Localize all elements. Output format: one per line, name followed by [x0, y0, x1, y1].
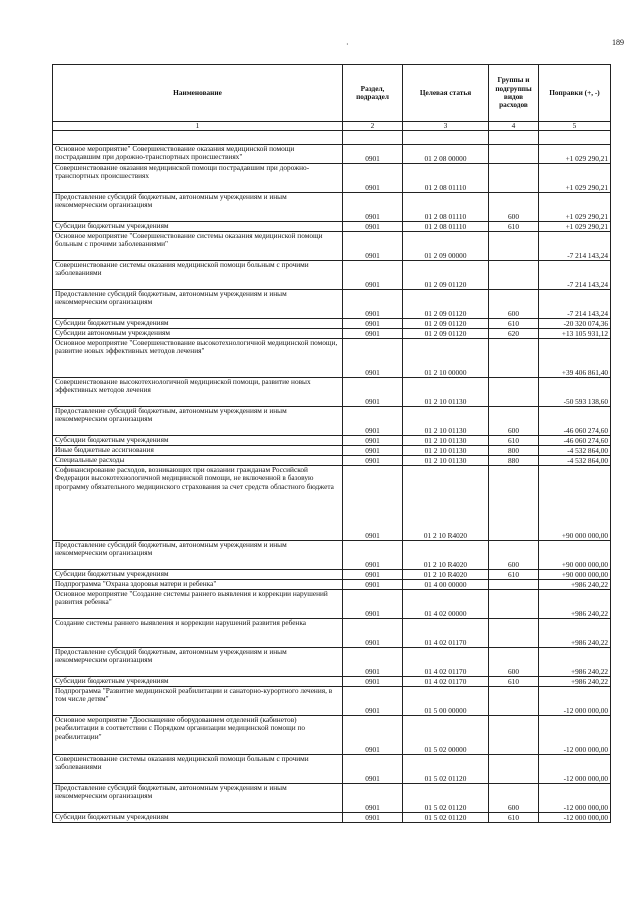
table-row [53, 329, 611, 339]
page-number: 189 [612, 38, 624, 47]
row-target: 01 2 10 R4020 [403, 541, 489, 570]
row-amount: -46 060 274,60 [539, 436, 611, 446]
row-amount: -12 000 000,00 [539, 687, 611, 716]
row-target: 01 2 10 01130 [403, 456, 489, 466]
row-group: 600 [489, 541, 539, 570]
top-mark: · [346, 40, 349, 49]
row-target: 01 2 09 00000 [403, 232, 489, 261]
row-name: Субсидии автономным учреждениям [53, 329, 343, 339]
row-target: 01 2 10 01130 [403, 407, 489, 436]
row-group [489, 590, 539, 619]
row-name: Субсидии бюджетным учреждениям [53, 319, 343, 329]
row-amount: -46 060 274,60 [539, 407, 611, 436]
row-group: 610 [489, 222, 539, 232]
table-row [53, 541, 611, 570]
row-amount: -7 214 143,24 [539, 261, 611, 290]
row-name: Основное мероприятие "Совершенствование высокотехнологичной медицинской помощи, развитие новых эффективных методов лечения" [53, 339, 343, 378]
row-target: 01 5 02 01120 [403, 813, 489, 823]
spacer-row [53, 131, 611, 145]
table-row [53, 570, 611, 580]
row-group: 600 [489, 193, 539, 222]
row-section: 0901 [343, 580, 403, 590]
row-name: Создание системы раннего выявления и коррекции нарушений развития ребенка [53, 619, 343, 648]
row-name: Совершенствование системы оказания медицинской помощи больным с прочими заболеваниями [53, 261, 343, 290]
row-amount: +986 240,22 [539, 580, 611, 590]
row-name: Иные бюджетные ассигнования [53, 446, 343, 456]
row-group [489, 580, 539, 590]
row-group: 880 [489, 456, 539, 466]
row-target: 01 4 02 01170 [403, 677, 489, 687]
row-amount: +90 000 000,00 [539, 466, 611, 541]
row-name: Субсидии бюджетным учреждениям [53, 436, 343, 446]
row-group [489, 339, 539, 378]
row-group [489, 145, 539, 164]
row-section: 0901 [343, 716, 403, 755]
row-amount: -20 320 074,36 [539, 319, 611, 329]
row-group [489, 755, 539, 784]
row-section: 0901 [343, 590, 403, 619]
row-target: 01 2 08 01110 [403, 193, 489, 222]
row-group: 610 [489, 677, 539, 687]
header-name: Наименование [53, 65, 343, 122]
row-section: 0901 [343, 222, 403, 232]
row-name: Основное мероприятие "Создание системы раннего выявления и коррекции нарушений развития ребенка" [53, 590, 343, 619]
row-group [489, 466, 539, 541]
budget-amendments-table [52, 64, 611, 823]
row-name: Субсидии бюджетным учреждениям [53, 813, 343, 823]
row-target: 01 4 00 00000 [403, 580, 489, 590]
col-number: 3 [403, 122, 489, 131]
header-group: Группы и подгруппы видов расходов [489, 65, 539, 122]
row-section: 0901 [343, 619, 403, 648]
row-name: Совершенствование оказания медицинской помощи пострадавшим при дорожно-транспортных происшествиях [53, 164, 343, 193]
row-name: Основное мероприятие "Совершенствование системы оказания медицинской помощи больным с прочими заболеваниями" [53, 232, 343, 261]
table-row [53, 446, 611, 456]
row-group [489, 687, 539, 716]
row-name: Предоставление субсидий бюджетным, автономным учреждениям и иным некоммерческим организациям [53, 648, 343, 677]
row-section: 0901 [343, 164, 403, 193]
row-section: 0901 [343, 456, 403, 466]
row-target: 01 4 02 01170 [403, 619, 489, 648]
row-target: 01 2 08 01110 [403, 222, 489, 232]
row-section: 0901 [343, 784, 403, 813]
table-row [53, 407, 611, 436]
table-row [53, 319, 611, 329]
row-amount: -12 000 000,00 [539, 755, 611, 784]
row-section: 0901 [343, 261, 403, 290]
row-amount: +1 029 290,21 [539, 193, 611, 222]
row-section: 0901 [343, 436, 403, 446]
row-section: 0901 [343, 319, 403, 329]
table-row [53, 436, 611, 446]
row-target: 01 2 10 01130 [403, 378, 489, 407]
row-amount: -50 593 138,60 [539, 378, 611, 407]
row-amount: -7 214 143,24 [539, 232, 611, 261]
row-name: Совершенствование высокотехнологичной медицинской помощи, развитие новых эффективных методов лечения [53, 378, 343, 407]
row-target: 01 2 10 01130 [403, 436, 489, 446]
table-row [53, 232, 611, 261]
row-target: 01 2 10 R4020 [403, 466, 489, 541]
row-group: 610 [489, 436, 539, 446]
table-body [53, 145, 611, 823]
table-row [53, 619, 611, 648]
row-group: 600 [489, 648, 539, 677]
row-group: 610 [489, 570, 539, 580]
header-amendment: Поправки (+, -) [539, 65, 611, 122]
row-amount: +1 029 290,21 [539, 222, 611, 232]
row-name: Подпрограмма "Развитие медицинской реабилитации и санаторно-курортного лечения, в том числе детям" [53, 687, 343, 716]
row-name: Субсидии бюджетным учреждениям [53, 222, 343, 232]
table-row [53, 339, 611, 378]
table-row [53, 222, 611, 232]
row-amount: +90 000 000,00 [539, 570, 611, 580]
row-section: 0901 [343, 378, 403, 407]
row-name: Предоставление субсидий бюджетным, автономным учреждениям и иным некоммерческим организациям [53, 541, 343, 570]
row-target: 01 5 00 00000 [403, 687, 489, 716]
row-target: 01 2 08 01110 [403, 164, 489, 193]
row-target: 01 2 09 01120 [403, 290, 489, 319]
table-row [53, 677, 611, 687]
table-row [53, 755, 611, 784]
row-amount: +13 105 931,12 [539, 329, 611, 339]
row-amount: -12 000 000,00 [539, 716, 611, 755]
table-row [53, 580, 611, 590]
row-group [489, 378, 539, 407]
row-group: 610 [489, 813, 539, 823]
table-row [53, 164, 611, 193]
row-group: 600 [489, 784, 539, 813]
table-row [53, 590, 611, 619]
row-group: 620 [489, 329, 539, 339]
row-target: 01 2 09 01120 [403, 329, 489, 339]
row-section: 0901 [343, 193, 403, 222]
row-amount: -4 532 864,00 [539, 456, 611, 466]
row-amount: -7 214 143,24 [539, 290, 611, 319]
table-row [53, 466, 611, 541]
table-row [53, 145, 611, 164]
row-amount: -12 000 000,00 [539, 813, 611, 823]
table-row [53, 716, 611, 755]
table-row [53, 193, 611, 222]
row-section: 0901 [343, 407, 403, 436]
row-amount: +986 240,22 [539, 648, 611, 677]
row-name: Предоставление субсидий бюджетным, автономным учреждениям и иным некоммерческим организациям [53, 784, 343, 813]
row-section: 0901 [343, 466, 403, 541]
row-section: 0901 [343, 446, 403, 456]
row-section: 0901 [343, 677, 403, 687]
row-name: Специальные расходы [53, 456, 343, 466]
row-group: 610 [489, 319, 539, 329]
row-target: 01 2 10 R4020 [403, 570, 489, 580]
row-target: 01 2 10 00000 [403, 339, 489, 378]
row-section: 0901 [343, 648, 403, 677]
col-number: 1 [53, 122, 343, 131]
row-group: 800 [489, 446, 539, 456]
row-name: Субсидии бюджетным учреждениям [53, 677, 343, 687]
table-row [53, 784, 611, 813]
table-row [53, 687, 611, 716]
col-number: 4 [489, 122, 539, 131]
row-target: 01 2 09 01120 [403, 261, 489, 290]
row-name: Предоставление субсидий бюджетным, автономным учреждениям и иным некоммерческим организациям [53, 290, 343, 319]
row-target: 01 5 02 00000 [403, 716, 489, 755]
row-section: 0901 [343, 813, 403, 823]
row-amount: +1 029 290,21 [539, 145, 611, 164]
row-amount: +986 240,22 [539, 677, 611, 687]
row-target: 01 4 02 00000 [403, 590, 489, 619]
row-target: 01 2 10 01130 [403, 446, 489, 456]
header-section: Раздел, подраздел [343, 65, 403, 122]
row-amount: -12 000 000,00 [539, 784, 611, 813]
row-target: 01 5 02 01120 [403, 755, 489, 784]
row-group [489, 261, 539, 290]
table-row [53, 378, 611, 407]
row-amount: -4 532 864,00 [539, 446, 611, 456]
row-group: 600 [489, 290, 539, 319]
table-row [53, 456, 611, 466]
row-group: 600 [489, 407, 539, 436]
row-section: 0901 [343, 541, 403, 570]
row-name: Подпрограмма "Охрана здоровья матери и ребенка" [53, 580, 343, 590]
row-section: 0901 [343, 145, 403, 164]
row-section: 0901 [343, 329, 403, 339]
row-name: Совершенствование системы оказания медицинской помощи больным с прочими заболеваниями [53, 755, 343, 784]
row-amount: +90 000 000,00 [539, 541, 611, 570]
row-name: Предоставление субсидий бюджетным, автономным учреждениям и иным некоммерческим организациям [53, 407, 343, 436]
row-section: 0901 [343, 232, 403, 261]
row-group [489, 619, 539, 648]
row-group [489, 164, 539, 193]
table-row [53, 261, 611, 290]
row-amount: +1 029 290,21 [539, 164, 611, 193]
table-row [53, 290, 611, 319]
row-section: 0901 [343, 755, 403, 784]
row-amount: +39 406 861,40 [539, 339, 611, 378]
row-section: 0901 [343, 339, 403, 378]
row-section: 0901 [343, 570, 403, 580]
col-number: 5 [539, 122, 611, 131]
row-target: 01 5 02 01120 [403, 784, 489, 813]
row-name: Предоставление субсидий бюджетным, автономным учреждениям и иным некоммерческим организациям [53, 193, 343, 222]
row-name: Основное мероприятие "Дооснащение оборудованием отделений (кабинетов) реабилитации в соответствии с Порядком организации медицинской помощи по реабилитации" [53, 716, 343, 755]
row-group [489, 232, 539, 261]
row-amount: +986 240,22 [539, 619, 611, 648]
table-row [53, 648, 611, 677]
table-row [53, 813, 611, 823]
row-name: Субсидии бюджетным учреждениям [53, 570, 343, 580]
col-number: 2 [343, 122, 403, 131]
header-target: Целевая статья [403, 65, 489, 122]
row-target: 01 2 09 01120 [403, 319, 489, 329]
row-name: Основное мероприятие" Совершенствование оказания медицинской помощи пострадавшим при дорожно-транспортных происшествиях" [53, 145, 343, 164]
row-amount: +986 240,22 [539, 590, 611, 619]
row-section: 0901 [343, 687, 403, 716]
row-section: 0901 [343, 290, 403, 319]
row-name: Софинансирование расходов, возникающих при оказании гражданам Российской Федерации высокотехнологичной медицинской помощи, не включенной в базовую программу обязательного медицинского страхования за счет средств областного бюджета [53, 466, 343, 541]
row-target: 01 4 02 01170 [403, 648, 489, 677]
row-group [489, 716, 539, 755]
row-target: 01 2 08 00000 [403, 145, 489, 164]
